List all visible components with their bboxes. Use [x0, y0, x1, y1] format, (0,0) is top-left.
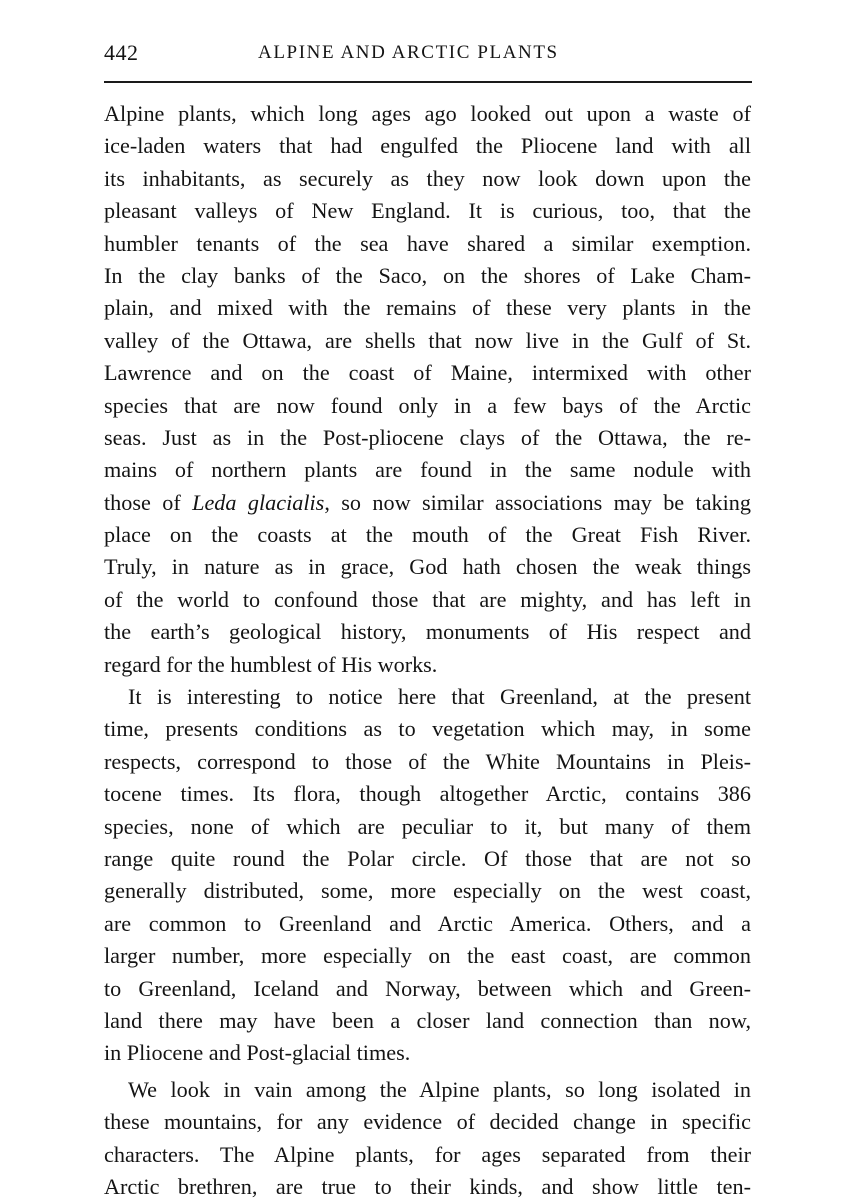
text-line: mains of northern plants are found in the same nodule with: [104, 457, 751, 483]
text-line: characters. The Alpine plants, for ages separated from their: [104, 1141, 751, 1167]
text-line: of the world to confound those that are mighty, and has left in: [104, 586, 751, 612]
text-line: species, none of which are peculiar to it, but many of them: [104, 813, 751, 839]
text-line: time, presents conditions as to vegetation which may, in some: [104, 716, 751, 742]
text-line: humbler tenants of the sea have shared a similar exemption.: [104, 230, 751, 256]
text-line: Alpine plants, which long ages ago looked out upon a waste of: [104, 101, 751, 126]
text-line: seas. Just as in the Post-pliocene clays of the Ottawa, the re-: [104, 424, 751, 450]
page-number: 442: [104, 40, 139, 65]
body-text: [104, 98, 751, 1203]
text-line: these mountains, for any evidence of decided change in specific: [104, 1109, 751, 1135]
text-line: range quite round the Polar circle. Of those that are not so: [104, 845, 751, 871]
text-line: ice-laden waters that had engulfed the Pliocene land with all: [104, 133, 751, 159]
species-name-italic: Leda glacialis: [192, 489, 325, 515]
text-segment: , so now similar associations may be taking: [324, 489, 751, 515]
text-line: It is interesting to notice here that Greenland, at the present: [128, 684, 751, 710]
text-line: respects, correspond to those of the White Mountains in Pleis-: [104, 748, 751, 774]
text-line: tocene times. Its flora, though altogether Arctic, contains 386: [104, 781, 751, 807]
text-line-with-italic: [104, 487, 751, 519]
text-line: Arctic brethren, are true to their kinds, and show little ten-: [104, 1173, 751, 1199]
text-segment: those of: [104, 489, 193, 515]
text-line: Truly, in nature as in grace, God hath chosen the weak things: [104, 554, 751, 580]
text-line: its inhabitants, as securely as they now look down upon the: [104, 165, 751, 191]
paragraph-3: [104, 1074, 751, 1203]
text-line: plain, and mixed with the remains of these very plants in the: [104, 295, 751, 321]
text-line: generally distributed, some, more especially on the west coast,: [104, 878, 751, 904]
text-line: larger number, more especially on the east coast, are common: [104, 943, 751, 969]
text-line: place on the coasts at the mouth of the Great Fish River.: [104, 522, 751, 548]
paragraph-2: [104, 681, 751, 1070]
text-line: valley of the Ottawa, are shells that now live in the Gulf of St.: [104, 327, 751, 353]
paragraph-1: [104, 98, 751, 681]
text-line: We look in vain among the Alpine plants, so long isolated in: [128, 1076, 751, 1102]
header-rule: [104, 81, 752, 83]
running-head: [104, 40, 752, 70]
text-line: pleasant valleys of New England. It is curious, too, that the: [104, 198, 751, 224]
text-line: the earth’s geological history, monuments of His respect and: [104, 619, 751, 645]
text-line: Lawrence and on the coast of Maine, intermixed with other: [104, 360, 751, 386]
text-line: in Pliocene and Post-glacial times.: [104, 1040, 411, 1066]
text-line: species that are now found only in a few bays of the Arctic: [104, 392, 751, 418]
text-line: regard for the humblest of His works.: [104, 651, 438, 677]
text-line: to Greenland, Iceland and Norway, between which and Green-: [104, 975, 751, 1001]
text-line: are common to Greenland and Arctic America. Others, and a: [104, 910, 751, 936]
text-line: In the clay banks of the Saco, on the shores of Lake Cham-: [104, 262, 751, 288]
running-title: ALPINE AND ARCTIC PLANTS: [258, 42, 559, 63]
text-line: land there may have been a closer land connection than now,: [104, 1007, 751, 1033]
